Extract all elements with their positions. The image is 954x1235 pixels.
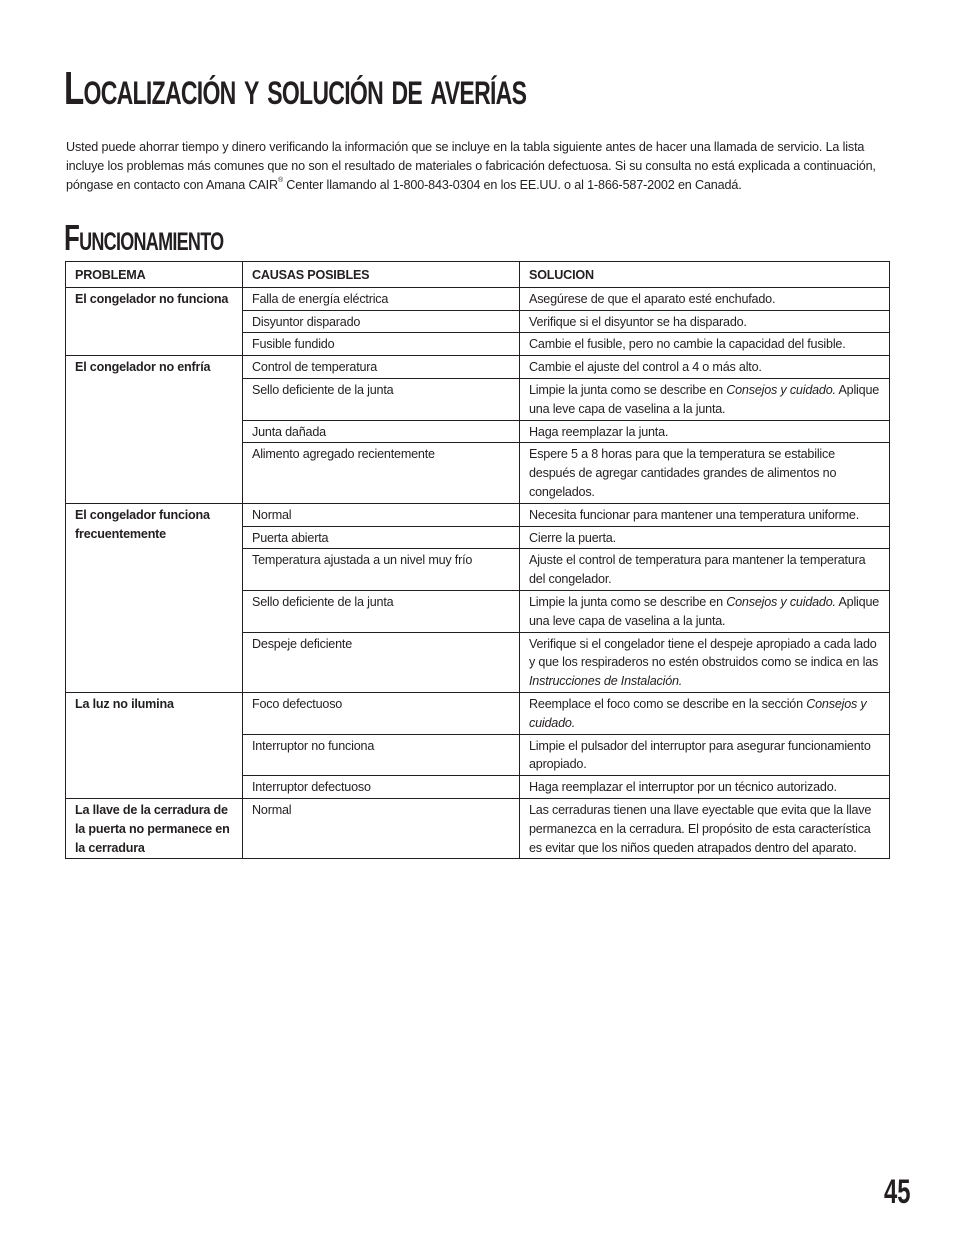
solution-cell: Cambie el ajuste del control a 4 o más alto. <box>520 356 890 379</box>
cause-cell: Despeje deficiente <box>243 632 520 692</box>
section-title: Funcionamiento <box>64 217 224 258</box>
solution-cell: Haga reemplazar el interruptor por un técnico autorizado. <box>520 776 890 799</box>
problem-cell: El congelador funciona frecuentemente <box>66 503 243 692</box>
cause-cell: Sello deficiente de la junta <box>243 378 520 420</box>
solution-cell: Asegúrese de que el aparato esté enchufado. <box>520 287 890 310</box>
solution-cell: Cierre la puerta. <box>520 526 890 549</box>
solution-text: Verifique si el congelador tiene el despeje apropiado a cada lado y que los respiraderos no estén obstruidos como se indica en las <box>529 636 879 670</box>
intro-paragraph <box>66 138 892 195</box>
solution-text: Aplique una leve capa de vaselina a la junta. <box>529 594 880 628</box>
cause-cell: Temperatura ajustada a un nivel muy frío <box>243 549 520 591</box>
table-row <box>66 798 890 858</box>
manual-reference: Consejos y cuidado. <box>726 382 836 397</box>
solution-text: Aplique una leve capa de vaselina a la junta. <box>529 382 880 416</box>
table-row <box>66 356 890 379</box>
solution-cell: Ajuste el control de temperatura para mantener la temperatura del congelador. <box>520 549 890 591</box>
troubleshooting-table <box>65 261 890 859</box>
table-row <box>66 503 890 526</box>
header-solution: SOLUCION <box>520 262 890 288</box>
solution-cell: Cambie el fusible, pero no cambie la capacidad del fusible. <box>520 333 890 356</box>
problem-cell: El congelador no funciona <box>66 287 243 355</box>
cause-cell: Sello deficiente de la junta <box>243 590 520 632</box>
intro-text-end: Center llamando al 1-800-843-0304 en los EE.UU. o al 1-866-587-2002 en Canadá. <box>282 178 742 192</box>
solution-cell: Haga reemplazar la junta. <box>520 420 890 443</box>
solution-text: Reemplace el foco como se describe en la sección <box>529 696 807 711</box>
table-row <box>66 287 890 310</box>
manual-reference: Consejos y cuidado. <box>529 696 867 730</box>
solution-text: Limpie la junta como se describe en <box>529 594 727 609</box>
solution-cell <box>520 590 890 632</box>
solution-cell: Necesita funcionar para mantener una temperatura uniforme. <box>520 503 890 526</box>
page-title: Localización y solución de averías <box>64 62 527 114</box>
table-header-row <box>66 262 890 288</box>
page-number: 45 <box>884 1173 911 1211</box>
cause-cell: Fusible fundido <box>243 333 520 356</box>
solution-text: Limpie la junta como se describe en <box>529 382 727 397</box>
manual-reference: Consejos y cuidado. <box>726 594 836 609</box>
solution-cell: Las cerraduras tienen una llave eyectable que evita que la llave permanezca en la cerradura. El propósito de esta característica es evitar que los niños queden atrapados dentro del aparato. <box>520 798 890 858</box>
cause-cell: Alimento agregado recientemente <box>243 443 520 503</box>
solution-cell <box>520 692 890 734</box>
solution-cell <box>520 378 890 420</box>
header-problem: PROBLEMA <box>66 262 243 288</box>
manual-reference: Instrucciones de Instalación. <box>529 674 683 689</box>
cause-cell: Normal <box>243 503 520 526</box>
problem-cell: El congelador no enfría <box>66 356 243 504</box>
cause-cell: Junta dañada <box>243 420 520 443</box>
solution-cell: Verifique si el disyuntor se ha disparado. <box>520 310 890 333</box>
cause-cell: Normal <box>243 798 520 858</box>
header-causes: CAUSAS POSIBLES <box>243 262 520 288</box>
problem-cell: La luz no ilumina <box>66 692 243 798</box>
problem-cell: La llave de la cerradura de la puerta no permanece en la cerradura <box>66 798 243 858</box>
solution-cell: Espere 5 a 8 horas para que la temperatura se estabilice después de agregar cantidades grandes de alimentos no congelados. <box>520 443 890 503</box>
cause-cell: Foco defectuoso <box>243 692 520 734</box>
solution-cell: Limpie el pulsador del interruptor para asegurar funcionamiento apropiado. <box>520 734 890 776</box>
cause-cell: Falla de energía eléctrica <box>243 287 520 310</box>
cause-cell: Disyuntor disparado <box>243 310 520 333</box>
cause-cell: Interruptor no funciona <box>243 734 520 776</box>
intro-text: Usted puede ahorrar tiempo y dinero verificando la información que se incluye en la tabla siguiente antes de hacer una llamada de servicio. La lista incluye los problemas más comunes que no son el resultado de materiales o fabricación defectuosa. Si su consulta no está explicada a continuación, póngase en contacto con Amana CAIR <box>66 140 876 192</box>
cause-cell: Interruptor defectuoso <box>243 776 520 799</box>
cause-cell: Puerta abierta <box>243 526 520 549</box>
solution-cell <box>520 632 890 692</box>
cause-cell: Control de temperatura <box>243 356 520 379</box>
table-row <box>66 692 890 734</box>
registered-mark: ® <box>277 177 283 184</box>
